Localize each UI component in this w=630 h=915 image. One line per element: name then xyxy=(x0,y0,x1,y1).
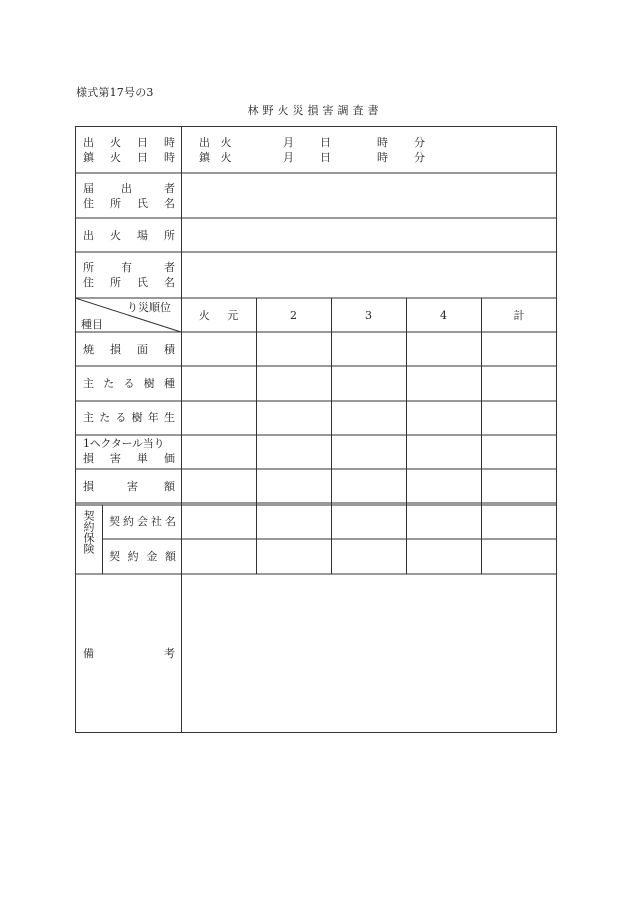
reporter-label: 届 出 者 xyxy=(83,182,175,195)
outbreak-value-label: 出 火 xyxy=(199,136,232,149)
owner-label: 所 有 者 xyxy=(83,261,175,274)
damage-amount-label: 損 害 額 xyxy=(83,480,175,493)
owner-address-name-label: 住 所 氏 名 xyxy=(83,276,175,289)
unit-damage-label: 損 害 単 価 xyxy=(83,452,175,465)
tree-age-label: 主 た る 樹 年 生 xyxy=(83,411,175,424)
rank-header-origin: 火 元 xyxy=(198,309,239,322)
outbreak-month: 月 xyxy=(283,136,294,149)
damage-survey-table xyxy=(75,126,557,733)
extinguish-month: 月 xyxy=(283,151,294,164)
fire-place-label: 出 火 場 所 xyxy=(83,229,175,242)
extinguish-datetime-label: 鎮 火 日 時 xyxy=(83,151,175,164)
insurance-company-label: 契 約 会 社 名 xyxy=(109,515,176,528)
remarks-label: 備 考 xyxy=(83,647,175,660)
rank-header-3: 3 xyxy=(365,309,372,322)
outbreak-day: 日 xyxy=(320,136,331,149)
extinguish-minute: 分 xyxy=(414,151,425,164)
reporter-address-name-label: 住 所 氏 名 xyxy=(83,197,175,210)
damage-rank-header: り災順位 xyxy=(127,301,171,314)
outbreak-hour: 時 xyxy=(377,136,388,149)
outbreak-minute: 分 xyxy=(414,136,425,149)
rank-header-total: 計 xyxy=(513,309,525,322)
rank-header-4: 4 xyxy=(440,309,447,322)
contract-insurance-label: 契約保険 xyxy=(82,510,95,554)
table-grid xyxy=(75,126,557,733)
extinguish-day: 日 xyxy=(320,151,331,164)
document-title: 林野火災損害調査書 xyxy=(247,104,383,117)
table-border xyxy=(76,127,557,733)
extinguish-hour: 時 xyxy=(377,151,388,164)
per-hectare-label: 1ヘクタール当り xyxy=(83,437,165,450)
insurance-amount-label: 契 約 金 額 xyxy=(109,550,176,563)
extinguish-value-label: 鎮 火 xyxy=(199,151,232,164)
outbreak-datetime-label: 出 火 日 時 xyxy=(83,136,175,149)
main-species-label: 主 た る 樹 種 xyxy=(83,377,175,390)
rank-header-2: 2 xyxy=(290,309,297,322)
form-number: 様式第17号の3 xyxy=(76,86,154,99)
burned-area-label: 焼 損 面 積 xyxy=(83,343,175,356)
category-header: 種目 xyxy=(81,318,103,331)
